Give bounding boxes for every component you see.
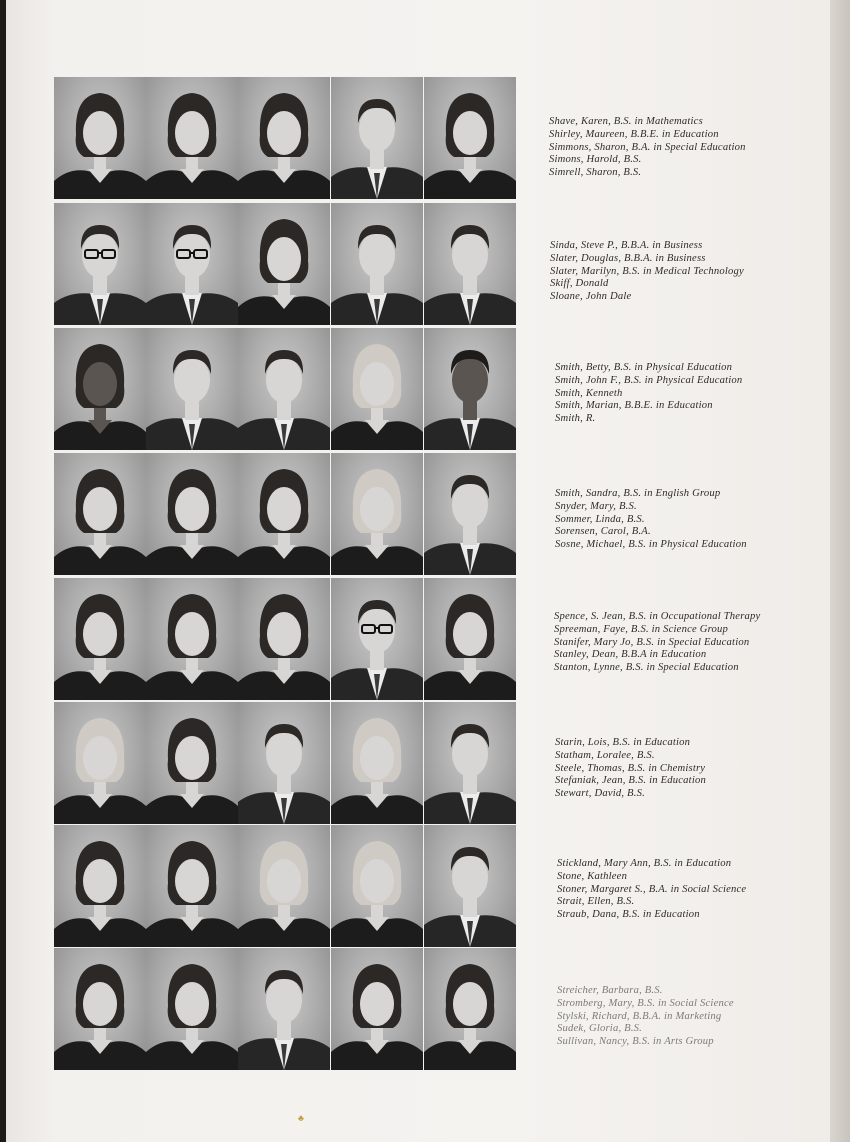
portrait-silhouette bbox=[146, 825, 238, 947]
student-name: Shave, Karen, B.S. in Mathematics bbox=[549, 116, 703, 127]
portrait-silhouette bbox=[238, 328, 330, 450]
student-portrait bbox=[331, 702, 423, 824]
portrait-silhouette bbox=[331, 702, 423, 824]
student-name: Smith, Marian, B.B.E. in Education bbox=[555, 400, 713, 412]
student-portrait bbox=[424, 948, 516, 1070]
student-name: Sommer, Linda, B.S. bbox=[555, 513, 645, 525]
portrait-silhouette bbox=[331, 825, 423, 947]
student-name: Sloane, John Dale bbox=[550, 291, 632, 303]
name-caption-list bbox=[554, 611, 844, 675]
portrait-silhouette bbox=[54, 328, 146, 450]
student-name: Snyder, Mary, B.S. bbox=[555, 500, 637, 512]
student-name: Stromberg, Mary, B.S. in Social Science bbox=[557, 997, 734, 1009]
student-portrait bbox=[54, 203, 146, 325]
student-portrait bbox=[424, 328, 516, 450]
student-name: Stickland, Mary Ann, B.S. in Education bbox=[557, 858, 732, 869]
student-name: Smith, Betty, B.S. in Physical Education bbox=[555, 362, 733, 373]
portrait-silhouette bbox=[146, 328, 238, 450]
portrait-silhouette bbox=[54, 77, 146, 199]
portrait-silhouette bbox=[54, 825, 146, 947]
name-caption-list bbox=[549, 116, 839, 180]
student-portrait bbox=[54, 328, 146, 450]
portrait-silhouette bbox=[331, 578, 423, 700]
student-name: Spreeman, Faye, B.S. in Science Group bbox=[554, 623, 729, 635]
portrait-row bbox=[6, 203, 850, 327]
portrait-row bbox=[6, 702, 850, 826]
student-portrait bbox=[54, 702, 146, 824]
student-portrait bbox=[424, 453, 516, 575]
portrait-silhouette bbox=[146, 948, 238, 1070]
student-portrait bbox=[331, 453, 423, 575]
portrait-silhouette bbox=[146, 578, 238, 700]
student-portrait bbox=[146, 825, 238, 947]
student-portrait bbox=[238, 702, 330, 824]
portrait-silhouette bbox=[238, 825, 330, 947]
student-portrait bbox=[331, 328, 423, 450]
student-name: Smith, Sandra, B.S. in English Group bbox=[555, 488, 721, 499]
student-name: Stanley, Dean, B.B.A in Education bbox=[554, 649, 707, 661]
student-name: Skiff, Donald bbox=[550, 278, 609, 290]
student-portrait bbox=[54, 77, 146, 199]
student-name: Stoner, Margaret S., B.A. in Social Science bbox=[557, 883, 747, 895]
portrait-silhouette bbox=[424, 77, 516, 199]
student-portrait bbox=[331, 578, 423, 700]
student-name: Slater, Marilyn, B.S. in Medical Technology bbox=[550, 265, 744, 277]
portrait-silhouette bbox=[238, 702, 330, 824]
student-name: Stefaniak, Jean, B.S. in Education bbox=[555, 775, 706, 787]
student-portrait bbox=[146, 453, 238, 575]
portrait-silhouette bbox=[424, 453, 516, 575]
portrait-row bbox=[6, 578, 850, 702]
student-name: Starin, Lois, B.S. in Education bbox=[555, 737, 691, 748]
student-portrait bbox=[238, 203, 330, 325]
student-portrait bbox=[424, 77, 516, 199]
student-name: Strait, Ellen, B.S. bbox=[557, 896, 635, 908]
student-name: Simrell, Sharon, B.S. bbox=[549, 167, 642, 179]
portrait-silhouette bbox=[331, 77, 423, 199]
student-name: Smith, Kenneth bbox=[555, 387, 623, 399]
student-name: Smith, John F., B.S. in Physical Education bbox=[555, 374, 743, 386]
portrait-silhouette bbox=[238, 578, 330, 700]
page-marker: ♣ bbox=[298, 1113, 304, 1123]
portrait-silhouette bbox=[331, 203, 423, 325]
portrait-silhouette bbox=[238, 203, 330, 325]
student-portrait bbox=[238, 453, 330, 575]
name-caption-list bbox=[550, 240, 840, 304]
portrait-silhouette bbox=[54, 453, 146, 575]
portrait-silhouette bbox=[54, 578, 146, 700]
student-name: Smith, R. bbox=[555, 413, 596, 425]
portrait-silhouette bbox=[54, 948, 146, 1070]
portrait-silhouette bbox=[424, 328, 516, 450]
student-name: Sorensen, Carol, B.A. bbox=[555, 526, 651, 538]
student-name: Simons, Harold, B.S. bbox=[549, 154, 642, 166]
student-portrait bbox=[424, 578, 516, 700]
student-portrait bbox=[238, 328, 330, 450]
student-portrait bbox=[238, 77, 330, 199]
name-caption-list bbox=[557, 858, 847, 922]
student-portrait bbox=[146, 77, 238, 199]
student-name: Spence, S. Jean, B.S. in Occupational Therapy bbox=[554, 611, 761, 622]
student-name: Sudek, Gloria, B.S. bbox=[557, 1023, 643, 1035]
student-name: Stanton, Lynne, B.S. in Special Education bbox=[554, 662, 739, 674]
yearbook-page bbox=[6, 0, 850, 1142]
student-name: Streicher, Barbara, B.S. bbox=[557, 985, 663, 996]
portrait-silhouette bbox=[146, 453, 238, 575]
portrait-silhouette bbox=[331, 453, 423, 575]
portrait-row bbox=[6, 328, 850, 452]
student-portrait bbox=[424, 203, 516, 325]
portrait-silhouette bbox=[331, 328, 423, 450]
portrait-row bbox=[6, 77, 850, 201]
student-portrait bbox=[54, 948, 146, 1070]
student-name: Steele, Thomas, B.S. in Chemistry bbox=[555, 762, 706, 774]
student-portrait bbox=[146, 328, 238, 450]
student-name: Stewart, David, B.S. bbox=[555, 788, 645, 800]
student-portrait bbox=[238, 825, 330, 947]
portrait-silhouette bbox=[424, 578, 516, 700]
student-name: Sosne, Michael, B.S. in Physical Education bbox=[555, 539, 747, 551]
portrait-silhouette bbox=[331, 948, 423, 1070]
student-portrait bbox=[331, 825, 423, 947]
student-portrait bbox=[146, 578, 238, 700]
student-portrait bbox=[331, 948, 423, 1070]
student-name: Simmons, Sharon, B.A. in Special Education bbox=[549, 141, 746, 153]
portrait-silhouette bbox=[238, 77, 330, 199]
student-name: Sinda, Steve P., B.B.A. in Business bbox=[550, 240, 703, 251]
student-name: Stone, Kathleen bbox=[557, 870, 628, 882]
name-caption-list bbox=[555, 737, 845, 801]
portrait-row bbox=[6, 948, 850, 1072]
student-portrait bbox=[54, 578, 146, 700]
portrait-silhouette bbox=[54, 203, 146, 325]
student-portrait bbox=[146, 203, 238, 325]
student-portrait bbox=[331, 203, 423, 325]
student-name: Stylski, Richard, B.B.A. in Marketing bbox=[557, 1010, 722, 1022]
student-name: Stanifer, Mary Jo, B.S. in Special Education bbox=[554, 636, 750, 648]
portrait-silhouette bbox=[238, 453, 330, 575]
portrait-row bbox=[6, 453, 850, 577]
portrait-silhouette bbox=[146, 77, 238, 199]
portrait-silhouette bbox=[146, 702, 238, 824]
student-name: Statham, Loralee, B.S. bbox=[555, 749, 655, 761]
portrait-row bbox=[6, 825, 850, 949]
name-caption-list bbox=[555, 488, 845, 552]
student-portrait bbox=[54, 825, 146, 947]
student-portrait bbox=[331, 77, 423, 199]
portrait-silhouette bbox=[424, 948, 516, 1070]
student-portrait bbox=[238, 578, 330, 700]
portrait-silhouette bbox=[54, 702, 146, 824]
student-portrait bbox=[424, 825, 516, 947]
student-name: Slater, Douglas, B.B.A. in Business bbox=[550, 252, 706, 264]
student-portrait bbox=[238, 948, 330, 1070]
name-caption-list bbox=[557, 985, 847, 1049]
student-portrait bbox=[54, 453, 146, 575]
portrait-silhouette bbox=[424, 203, 516, 325]
student-portrait bbox=[146, 948, 238, 1070]
student-portrait bbox=[424, 702, 516, 824]
student-name: Straub, Dana, B.S. in Education bbox=[557, 909, 700, 921]
portrait-silhouette bbox=[424, 702, 516, 824]
student-portrait bbox=[146, 702, 238, 824]
name-caption-list bbox=[555, 362, 845, 426]
student-name: Sullivan, Nancy, B.S. in Arts Group bbox=[557, 1036, 714, 1048]
portrait-silhouette bbox=[146, 203, 238, 325]
portrait-silhouette bbox=[238, 948, 330, 1070]
portrait-silhouette bbox=[424, 825, 516, 947]
student-name: Shirley, Maureen, B.B.E. in Education bbox=[549, 128, 719, 140]
